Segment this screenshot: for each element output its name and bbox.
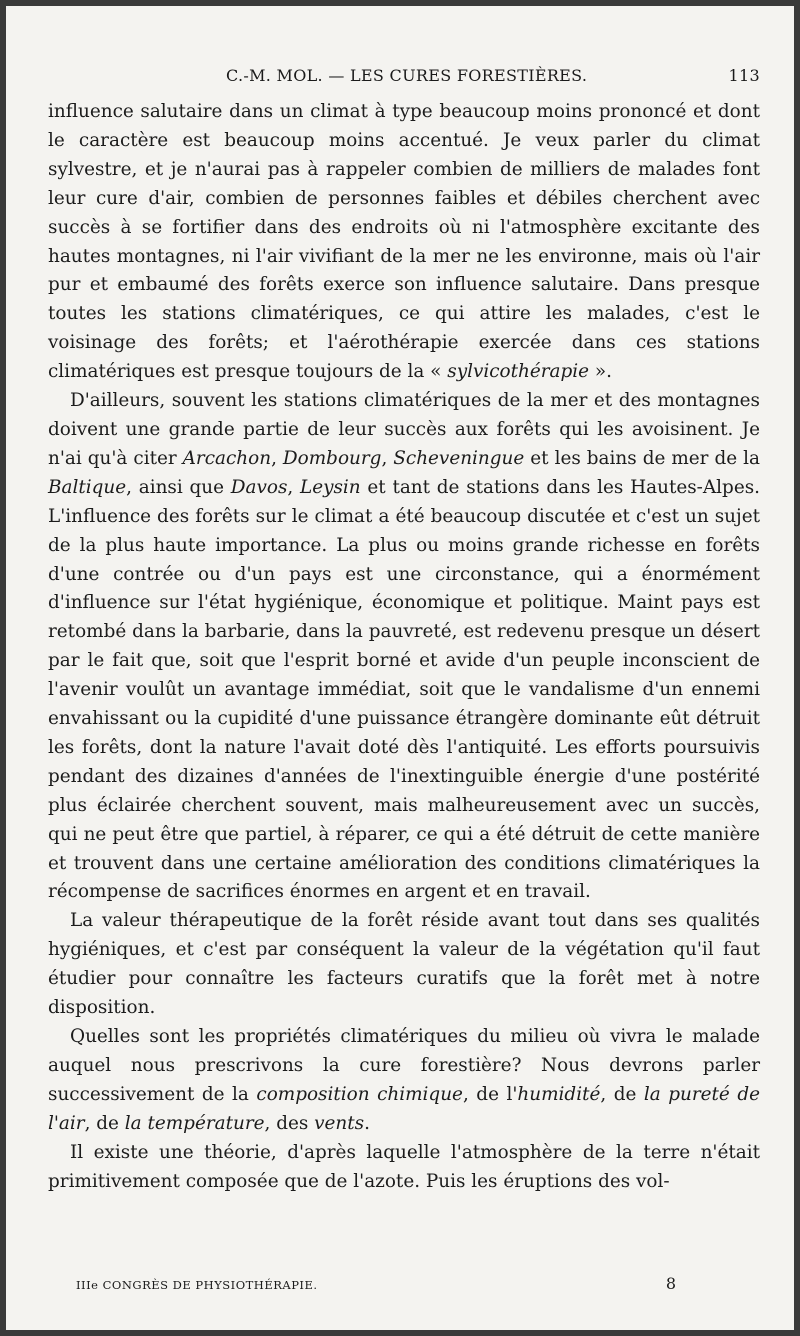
text-segment: et les bains de mer de la	[524, 447, 760, 469]
italic-text: vents	[314, 1112, 365, 1134]
italic-text: la température	[124, 1112, 265, 1134]
text-segment: La valeur thérapeutique de la forêt réside avant tout dans ses qualités hygiéniques, et c'est par conséquent la valeur de la végétation qu'il faut étudier pour connaître les facteurs curatifs que la forêt met à notre disposition.	[48, 910, 760, 1019]
italic-text: Leysin	[300, 476, 361, 498]
book-page	[6, 6, 794, 1330]
italic-text: sylvicothérapie	[447, 361, 590, 383]
text-segment: ».	[589, 361, 612, 383]
text-segment: , ainsi que	[126, 476, 231, 498]
text-segment: , de	[84, 1112, 125, 1134]
italic-text: Baltique	[48, 476, 127, 498]
running-title: C.-M. MOL. — LES CURES FORESTIÈRES.	[226, 66, 588, 85]
text-segment: D'ailleurs, souvent les stations climatériques de la mer et des montagnes doivent une grande partie de leur succès aux forêts qui les avoisinent. Je n'ai qu'à citer	[48, 390, 760, 469]
italic-text: Davos	[230, 476, 288, 498]
text-segment: ,	[287, 476, 300, 498]
text-segment: ,	[271, 447, 283, 469]
text-segment: Quelles sont les propriétés climatériques du milieu où vivra le malade auquel nous prescrivons la cure forestière? Nous devrons parler successivement de la	[48, 1026, 760, 1105]
paragraph	[48, 98, 760, 387]
italic-text: Dombourg	[282, 447, 382, 469]
paragraph	[48, 1023, 760, 1139]
page-number: 113	[728, 66, 760, 85]
printer-signature: IIIe CONGRÈS DE PHYSIOTHÉRAPIE.	[76, 1278, 318, 1292]
text-segment: ,	[381, 447, 394, 469]
sheet-number: 8	[665, 1274, 676, 1293]
text-segment: , de	[600, 1083, 644, 1105]
page-header	[46, 66, 760, 94]
text-segment: .	[364, 1112, 370, 1134]
paragraph	[48, 387, 760, 907]
text-segment: et tant de stations dans les Hautes-Alpes. L'influence des forêts sur le climat a été beaucoup discutée et c'est un sujet de la plus haute importance. La plus ou moins grande richesse en forêts d'une contrée ou d'un pays est une circonstance, qui a énormément d'influence sur l'état hygiénique, économique et politique. Maint pays est retombé dans la barbarie, dans la pauvreté, est redevenu presque un désert par le fait que, soit que l'esprit borné et avide d'un peuple inconscient de l'avenir voulût un avantage immédiat, soit que le vandalisme d'un ennemi envahissant ou la cupidité d'une puissance étrangère dominante eût détruit les forêts, dont la nature l'avait doté dès l'antiquité. Les efforts poursuivis pendant des dizaines d'années de l'inextinguible énergie d'une postérité plus éclairée cherchent souvent, mais malheureusement avec un succès, qui ne peut être que partiel, à réparer, ce qui a été détruit de cette manière et trouvent dans une certaine amélioration des conditions climatériques la récompense de sacrifices énormes en argent et en travail.	[48, 476, 760, 903]
body-text	[48, 98, 760, 1196]
text-segment: Il existe une théorie, d'après laquelle l'atmosphère de la terre n'était primitivement composée que de l'azote. Puis les éruptions des vol-	[48, 1141, 760, 1192]
text-segment: , des	[264, 1112, 315, 1134]
text-segment: influence salutaire dans un climat à type beaucoup moins prononcé et dont le caractère est beaucoup moins accentué. Je veux parler du climat sylvestre, et je n'aurai pas à rappeler combien de milliers de malades font leur cure d'air, combien de personnes faibles et débiles cherchent avec succès à se fortifier dans des endroits où ni l'atmosphère excitante des hautes montagnes, ni l'air vivifiant de la mer ne les environne, mais où l'air pur et embaumé des forêts exerce son influence salutaire. Dans presque toutes les stations climatériques, ce qui attire les malades, c'est le voisinage des forêts; et l'aérothérapie exercée dans ces stations climatériques est presque toujours de la «	[48, 101, 760, 383]
text-segment: , de l'	[462, 1083, 518, 1105]
italic-text: la pureté de l'air	[48, 1083, 760, 1134]
italic-text: humidité	[517, 1083, 601, 1105]
paragraph	[48, 1139, 760, 1197]
paragraph	[48, 907, 760, 1023]
italic-text: Scheveningue	[393, 447, 525, 469]
page-footer	[76, 1274, 676, 1298]
italic-text: Arcachon	[182, 447, 272, 469]
italic-text: composition chimique	[256, 1083, 463, 1105]
